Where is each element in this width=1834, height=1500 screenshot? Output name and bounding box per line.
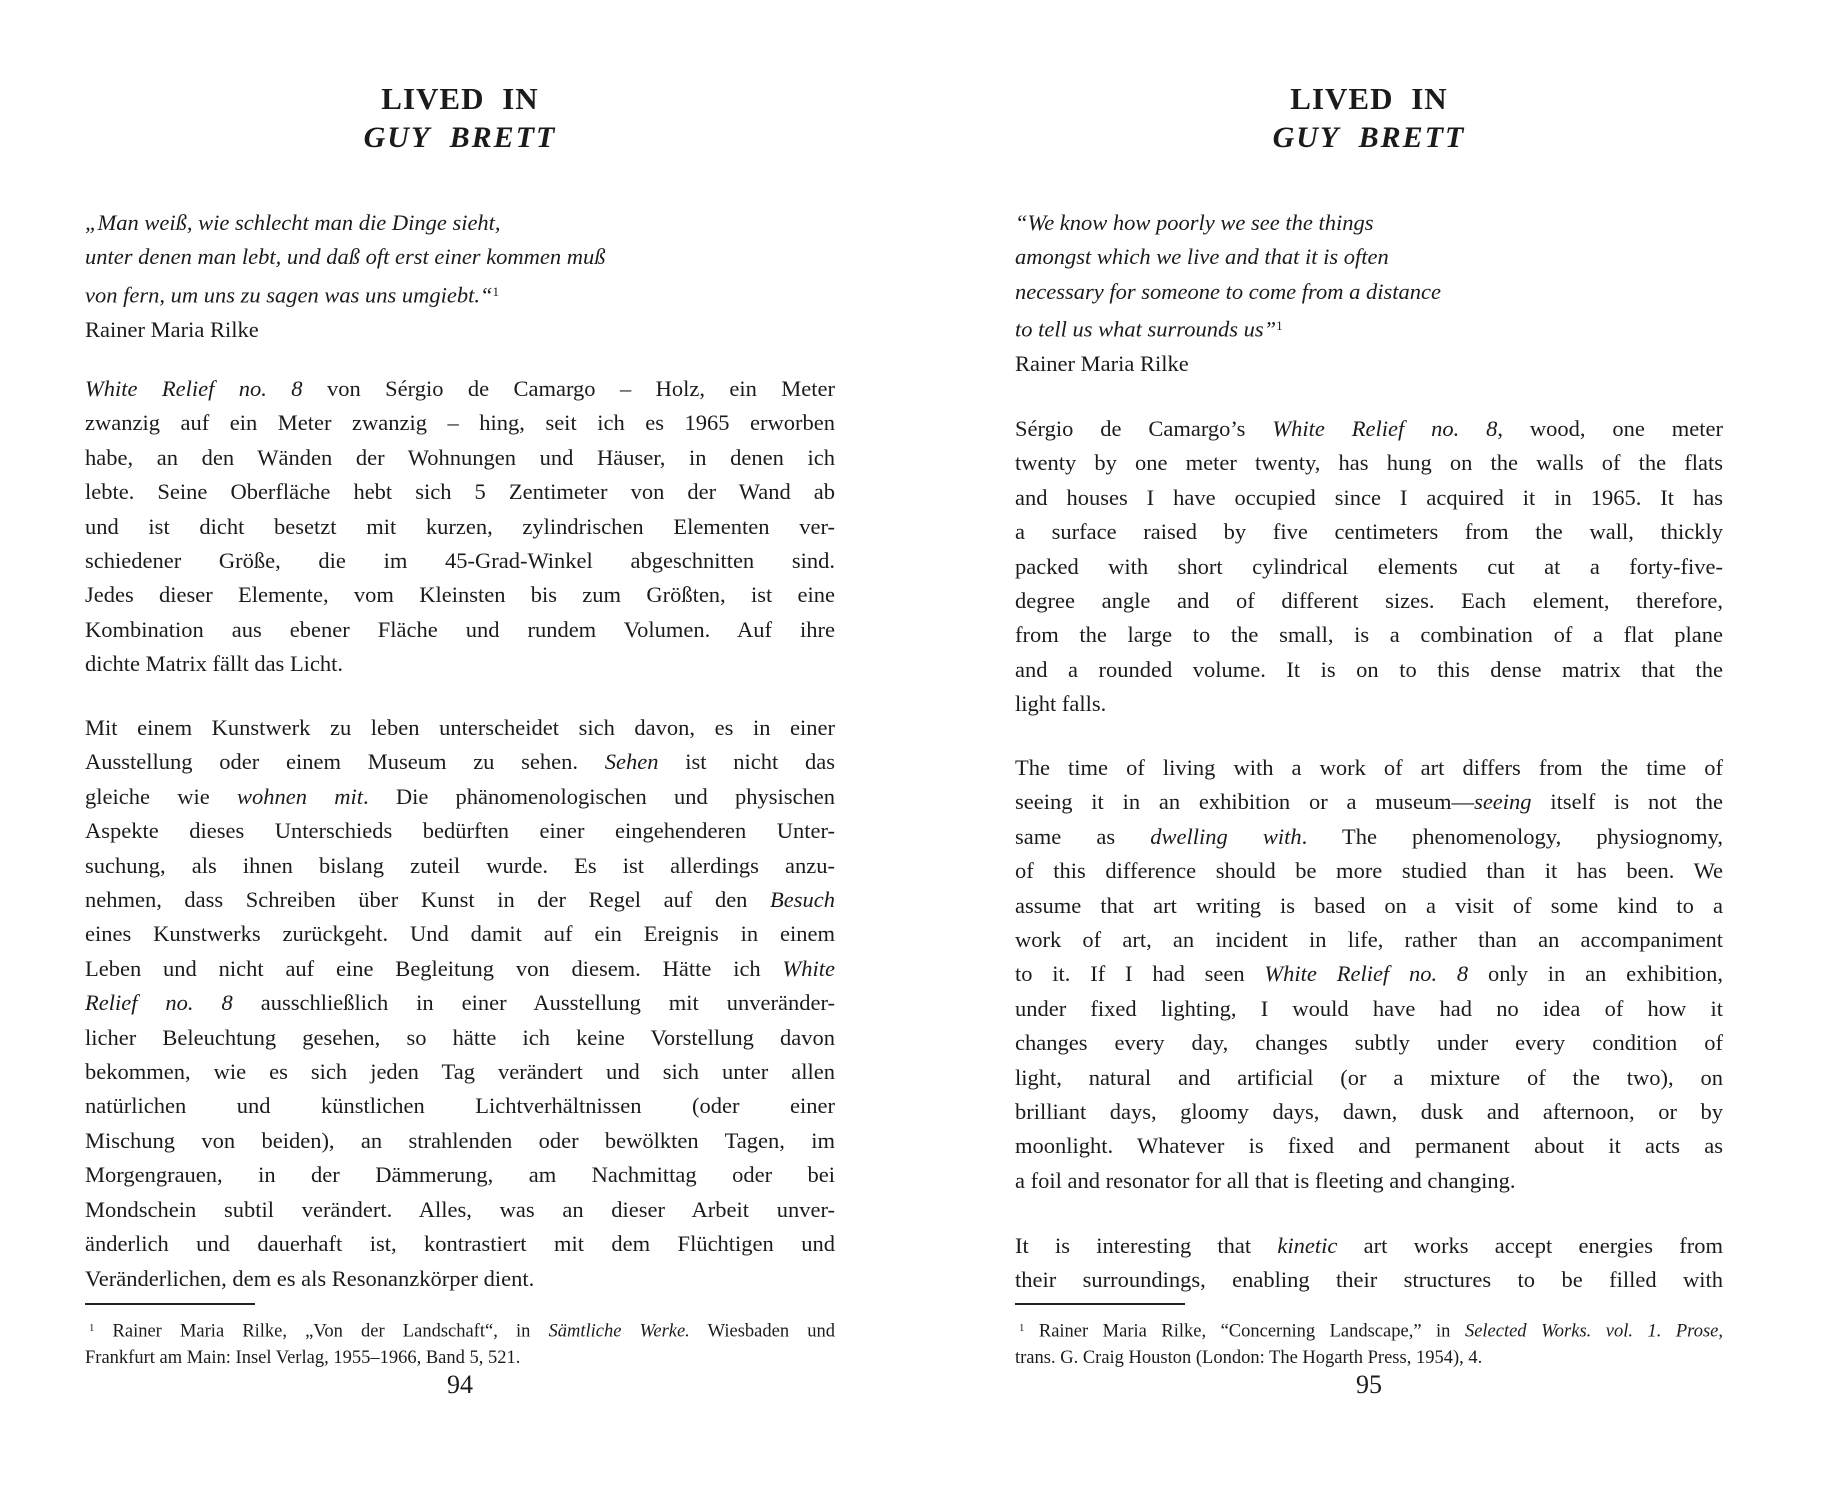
page-author: GUY BRETT: [1272, 121, 1466, 154]
text-line: Morgengrauen, in der Dämmerung, am Nachmittag oder bei: [85, 1162, 835, 1188]
text-line: gleiche wie wohnen mit. Die phänomenologischen und physischen: [85, 783, 835, 809]
text-line: a surface raised by five centimeters from the wall, thickly: [1015, 519, 1723, 545]
text-line: Leben und nicht auf eine Begleitung von diesem. Hätte ich White: [85, 955, 835, 981]
text-line: necessary for someone to come from a distance: [1015, 278, 1441, 304]
text-line: The time of living with a work of art differs from the time of: [1015, 755, 1723, 780]
page-title: LIVED IN: [1290, 81, 1448, 116]
text-line: amongst which we live and that it is often: [1015, 244, 1389, 270]
text-line: änderlich und dauerhaft ist, kontrastiert mit dem Flüchtigen und: [85, 1231, 835, 1257]
text-line: twenty by one meter twenty, has hung on the walls of the flats: [1015, 450, 1723, 476]
text-line: zwanzig auf ein Meter zwanzig – hing, seit ich es 1965 erworben: [85, 410, 835, 436]
text-line: bekommen, wie es sich jeden Tag verändert und sich unter allen: [85, 1059, 835, 1085]
text-line: von fern, um uns zu sagen was uns umgiebt.“$^1$: [85, 282, 500, 308]
text-line: work of art, an incident in life, rather than an accompaniment: [1015, 927, 1723, 953]
footnote: [1015, 1303, 1723, 1371]
book-page-right: [1015, 0, 1723, 1500]
text-line: trans. G. Craig Houston (London: The Hogarth Press, 1954), 4.: [1015, 1347, 1483, 1368]
text-line: brilliant days, gloomy days, dawn, dusk and afternoon, or by: [1015, 1099, 1723, 1125]
text-line: Relief no. 8 ausschließlich in einer Ausstellung mit unveränder-: [85, 990, 835, 1016]
text-line: licher Beleuchtung gesehen, so hätte ich keine Vorstellung davon: [85, 1024, 835, 1050]
text-line: Mondschein subtil verändert. Alles, was an dieser Arbeit unver-: [85, 1196, 835, 1222]
text-line: moonlight. Whatever is fixed and permanent about it acts as: [1015, 1133, 1723, 1159]
text-line: Kombination aus ebener Fläche und rundem Volumen. Auf ihre: [85, 616, 835, 642]
text-line: degree angle and of different sizes. Each element, therefore,: [1015, 588, 1723, 614]
text-line: Jedes dieser Elemente, vom Kleinsten bis zum Größten, ist eine: [85, 582, 835, 608]
text-line: seeing it in an exhibition or a museum—seeing itself is not the: [1015, 789, 1723, 815]
footnote-marker: 1: [1276, 318, 1283, 334]
footnote-marker: 1: [1019, 1322, 1025, 1334]
text-line: Veränderlichen, dem es als Resonanzkörper dient.: [85, 1265, 535, 1291]
text-line: suchung, als ihnen bislang zuteil wurde. Es ist allerdings anzu-: [85, 852, 835, 878]
text-line: unter denen man lebt, und daß oft erst einer kommen muß: [85, 244, 606, 270]
text-line: packed with short cylindrical elements cut at a forty-five-: [1015, 553, 1723, 579]
text-line: schiedener Größe, die im 45-Grad-Winkel abgeschnitten sind.: [85, 548, 835, 574]
epigraph: [85, 206, 835, 347]
page-number: 94: [447, 1370, 473, 1399]
text-line: from the large to the small, is a combination of a flat plane: [1015, 622, 1723, 648]
text-line: and houses I have occupied since I acquired it in 1965. It has: [1015, 484, 1723, 510]
text-line: to tell us what surrounds us”$^1$: [1015, 316, 1283, 342]
page-number: 95: [1356, 1370, 1382, 1399]
text-line: light falls.: [1015, 691, 1107, 717]
text-line: assume that art writing is based on a visit of some kind to a: [1015, 892, 1723, 918]
text-line: It is interesting that kinetic art works accept energies from: [1015, 1233, 1724, 1258]
body-paragraph: [85, 711, 835, 1296]
footnote-rule: [1015, 1303, 1185, 1305]
body-paragraph: [1015, 1229, 1723, 1298]
text-line: under fixed lighting, I would have had no idea of how it: [1015, 995, 1723, 1021]
text-line: nehmen, dass Schreiben über Kunst in der Regel auf den Besuch: [85, 887, 835, 913]
page-author: GUY BRETT: [363, 121, 557, 154]
text-line: dichte Matrix fällt das Licht.: [85, 651, 344, 677]
text-line: Aspekte dieses Unterschieds bedürften einer eingehenderen Unter-: [85, 818, 835, 844]
text-line: Frankfurt am Main: Insel Verlag, 1955–1966, Band 5, 521.: [85, 1347, 521, 1368]
text-line: Sérgio de Camargo’s White Relief no. 8, wood, one meter: [1015, 416, 1723, 441]
body-paragraph: [85, 372, 835, 682]
text-line: Mischung von beiden), an strahlenden oder bewölkten Tagen, im: [85, 1127, 835, 1153]
text-line: same as dwelling with. The phenomenology, physiognomy,: [1015, 823, 1723, 849]
text-line: and a rounded volume. It is on to this dense matrix that the: [1015, 656, 1723, 682]
text-line: habe, an den Wänden der Wohnungen und Häuser, in denen ich: [85, 444, 835, 470]
epigraph: [1015, 206, 1723, 382]
body-paragraph: [1015, 751, 1723, 1198]
footnote-marker: 1: [89, 1322, 95, 1334]
text-line: Ausstellung oder einem Museum zu sehen. Sehen ist nicht das: [85, 749, 835, 775]
text-line: a foil and resonator for all that is fleeting and changing.: [1015, 1167, 1516, 1193]
text-line: Mit einem Kunstwerk zu leben unterscheidet sich davon, es in einer: [85, 715, 835, 740]
text-line: $^1$ Rainer Maria Rilke, „Von der Landschaft“, in Sämtliche Werke. Wiesbaden und: [89, 1321, 835, 1342]
epigraph-lines: [85, 206, 835, 313]
page-title: LIVED IN: [381, 81, 539, 116]
book-page-left: [85, 0, 835, 1500]
epigraph-lines: [1015, 206, 1723, 347]
epigraph-attribution: Rainer Maria Rilke: [1015, 351, 1189, 377]
footnote: [85, 1303, 835, 1371]
footnote-rule: [85, 1303, 255, 1305]
text-line: „Man weiß, wie schlecht man die Dinge sieht,: [85, 210, 501, 235]
footnote-marker: 1: [492, 283, 500, 299]
text-line: eines Kunstwerks zurückgeht. Und damit auf ein Ereignis in einem: [85, 921, 835, 947]
text-line: natürlichen und künstlichen Lichtverhältnissen (oder einer: [85, 1093, 835, 1119]
body-paragraph: [1015, 412, 1723, 722]
epigraph-attribution: Rainer Maria Rilke: [85, 316, 259, 342]
text-line: to it. If I had seen White Relief no. 8 only in an exhibition,: [1015, 961, 1724, 987]
footnote-lines: [85, 1315, 835, 1371]
text-line: their surroundings, enabling their structures to be filled with: [1015, 1267, 1723, 1293]
text-line: light, natural and artificial (or a mixture of the two), on: [1015, 1064, 1723, 1090]
text-line: $^1$ Rainer Maria Rilke, “Concerning Landscape,” in Selected Works. vol. 1. Prose,: [1019, 1321, 1723, 1342]
text-line: of this difference should be more studied than it has been. We: [1015, 858, 1723, 884]
text-line: lebte. Seine Oberfläche hebt sich 5 Zentimeter von der Wand ab: [85, 479, 835, 505]
text-line: changes every day, changes subtly under every condition of: [1015, 1030, 1723, 1056]
footnote-lines: [1015, 1315, 1723, 1371]
text-line: und ist dicht besetzt mit kurzen, zylindrischen Elementen ver-: [85, 513, 835, 539]
text-line: “We know how poorly we see the things: [1015, 210, 1374, 235]
text-line: White Relief no. 8 von Sérgio de Camargo – Holz, ein Meter: [85, 376, 835, 401]
